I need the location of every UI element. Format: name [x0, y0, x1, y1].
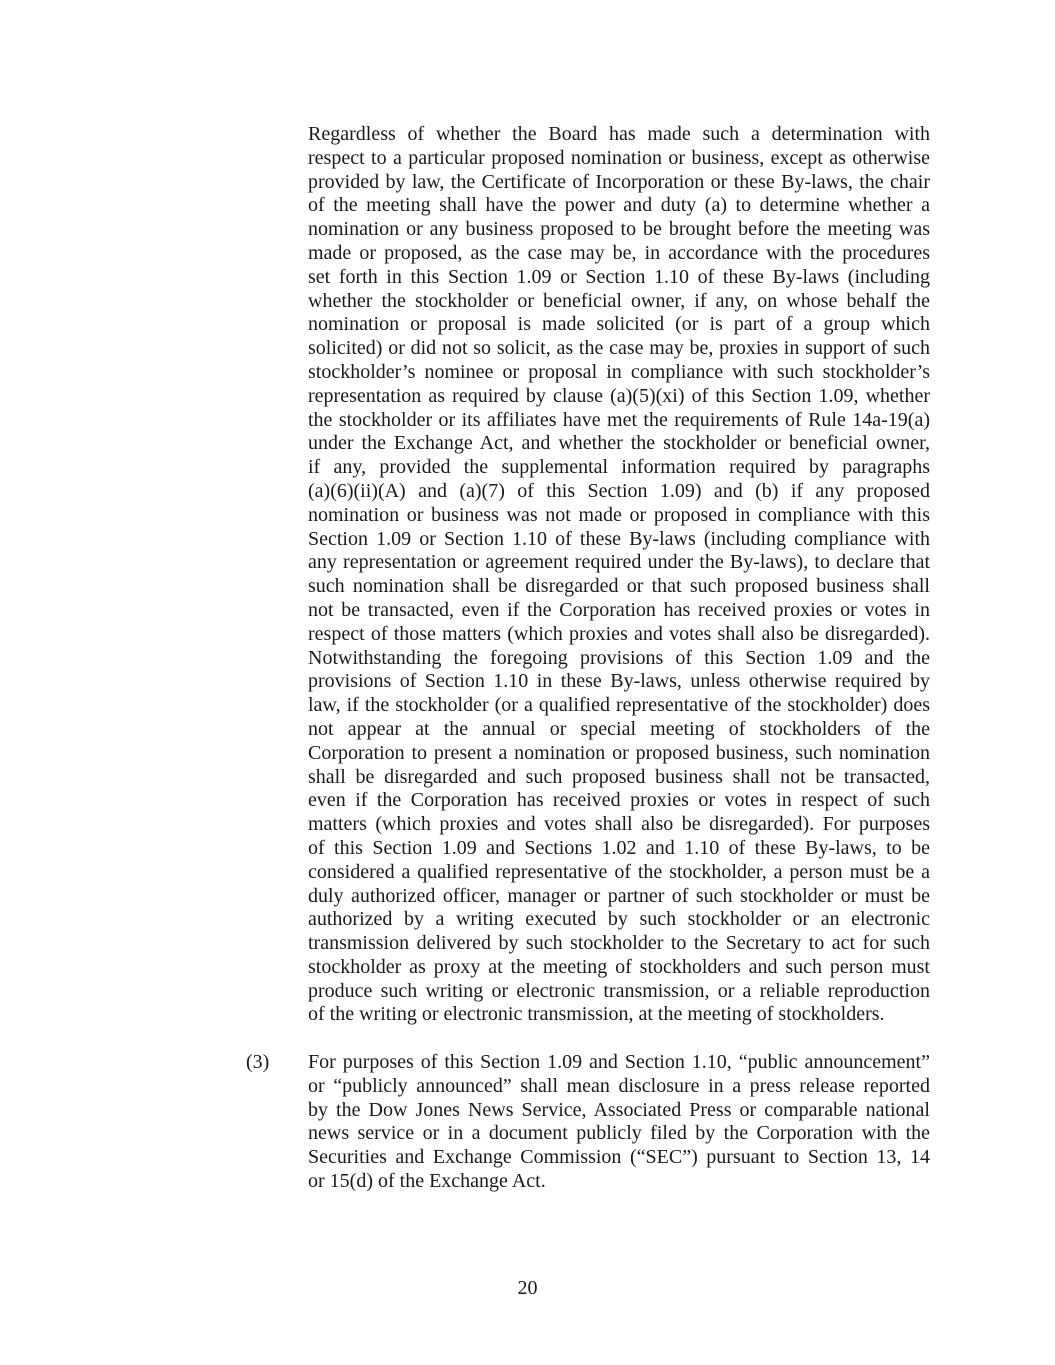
body-text	[246, 123, 930, 1194]
text-line: Regardless of whether the Board has made such a determination with	[308, 123, 930, 145]
text-line: Notwithstanding the foregoing provisions of this Section 1.09 and the	[308, 646, 930, 669]
text-line: considered a qualified representative of the stockholder, a person must be a	[308, 860, 930, 883]
text-line: representation as required by clause (a)(5)(xi) of this Section 1.09, whether	[308, 384, 930, 407]
text-line: any representation or agreement required under the By-laws), to declare that	[308, 551, 930, 574]
text-line: not be transacted, even if the Corporation has received proxies or votes in	[308, 598, 930, 621]
text-line: law, if the stockholder (or a qualified representative of the stockholder) does	[308, 694, 930, 717]
text-line: if any, provided the supplemental information required by paragraphs	[308, 456, 930, 479]
text-line: Corporation to present a nomination or proposed business, such nomination	[308, 741, 930, 764]
text-line: provisions of Section 1.10 in these By-laws, unless otherwise required by	[308, 670, 930, 693]
text-line: shall be disregarded and such proposed business shall not be transacted,	[308, 765, 930, 788]
text-line: solicited) or did not so solicit, as the case may be, proxies in support of such	[308, 337, 930, 360]
text-line: provided by law, the Certificate of Incorporation or these By-laws, the chair	[308, 170, 930, 193]
text-line: duly authorized officer, manager or partner of such stockholder or must be	[308, 884, 930, 907]
text-line: Securities and Exchange Commission (“SEC”) pursuant to Section 13, 14	[308, 1146, 930, 1169]
text-line: nomination or business was not made or proposed in compliance with this	[308, 503, 930, 526]
page-number: 20	[517, 1277, 538, 1299]
text-line: the stockholder or its affiliates have met the requirements of Rule 14a-19(a)	[308, 408, 930, 431]
text-line: made or proposed, as the case may be, in accordance with the procedures	[308, 241, 930, 264]
paragraph-1	[308, 123, 930, 1027]
text-line: respect to a particular proposed nomination or business, except as otherwise	[308, 146, 930, 169]
text-line: such nomination shall be disregarded or that such proposed business shall	[308, 575, 930, 598]
text-line: stockholder as proxy at the meeting of stockholders and such person must	[308, 955, 930, 978]
text-line: news service or in a document publicly filed by the Corporation with the	[308, 1122, 930, 1145]
text-line: (a)(6)(ii)(A) and (a)(7) of this Section 1.09) and (b) if any proposed	[308, 479, 930, 502]
text-line: matters (which proxies and votes shall also be disregarded). For purposes	[308, 813, 930, 836]
text-line: of this Section 1.09 and Sections 1.02 and 1.10 of these By-laws, to be	[308, 836, 930, 859]
text-line: of the meeting shall have the power and duty (a) to determine whether a	[308, 194, 930, 217]
text-line: whether the stockholder or beneficial owner, if any, on whose behalf the	[308, 289, 930, 312]
text-line: stockholder’s nominee or proposal in compliance with such stockholder’s	[308, 360, 930, 383]
text-line: set forth in this Section 1.09 or Section 1.10 of these By-laws (including	[308, 265, 930, 288]
text-line: not appear at the annual or special meeting of stockholders of the	[308, 717, 930, 740]
text-line: even if the Corporation has received proxies or votes in respect of such	[308, 789, 930, 812]
text-line: of the writing or electronic transmission, at the meeting of stockholders.	[308, 1003, 885, 1026]
text-line: or “publicly announced” shall mean disclosure in a press release reported	[308, 1074, 930, 1097]
text-line: by the Dow Jones News Service, Associated Press or comparable national	[308, 1098, 930, 1121]
paragraph-2	[246, 1051, 930, 1194]
text-line: nomination or proposal is made solicited (or is part of a group which	[308, 313, 930, 336]
text-line: or 15(d) of the Exchange Act.	[308, 1170, 546, 1193]
text-line: Section 1.09 or Section 1.10 of these By-laws (including compliance with	[308, 527, 930, 550]
text-line: transmission delivered by such stockholder to the Secretary to act for such	[308, 932, 930, 955]
text-line: respect of those matters (which proxies and votes shall also be disregarded).	[308, 622, 930, 645]
text-line: authorized by a writing executed by such stockholder or an electronic	[308, 908, 930, 931]
text-line: produce such writing or electronic transmission, or a reliable reproduction	[308, 979, 930, 1002]
text-line: nomination or any business proposed to be brought before the meeting was	[308, 218, 930, 241]
text-line: For purposes of this Section 1.09 and Section 1.10, “public announcement”	[308, 1051, 930, 1074]
paragraph-marker: (3)	[246, 1051, 270, 1074]
text-line: under the Exchange Act, and whether the stockholder or beneficial owner,	[308, 432, 930, 455]
